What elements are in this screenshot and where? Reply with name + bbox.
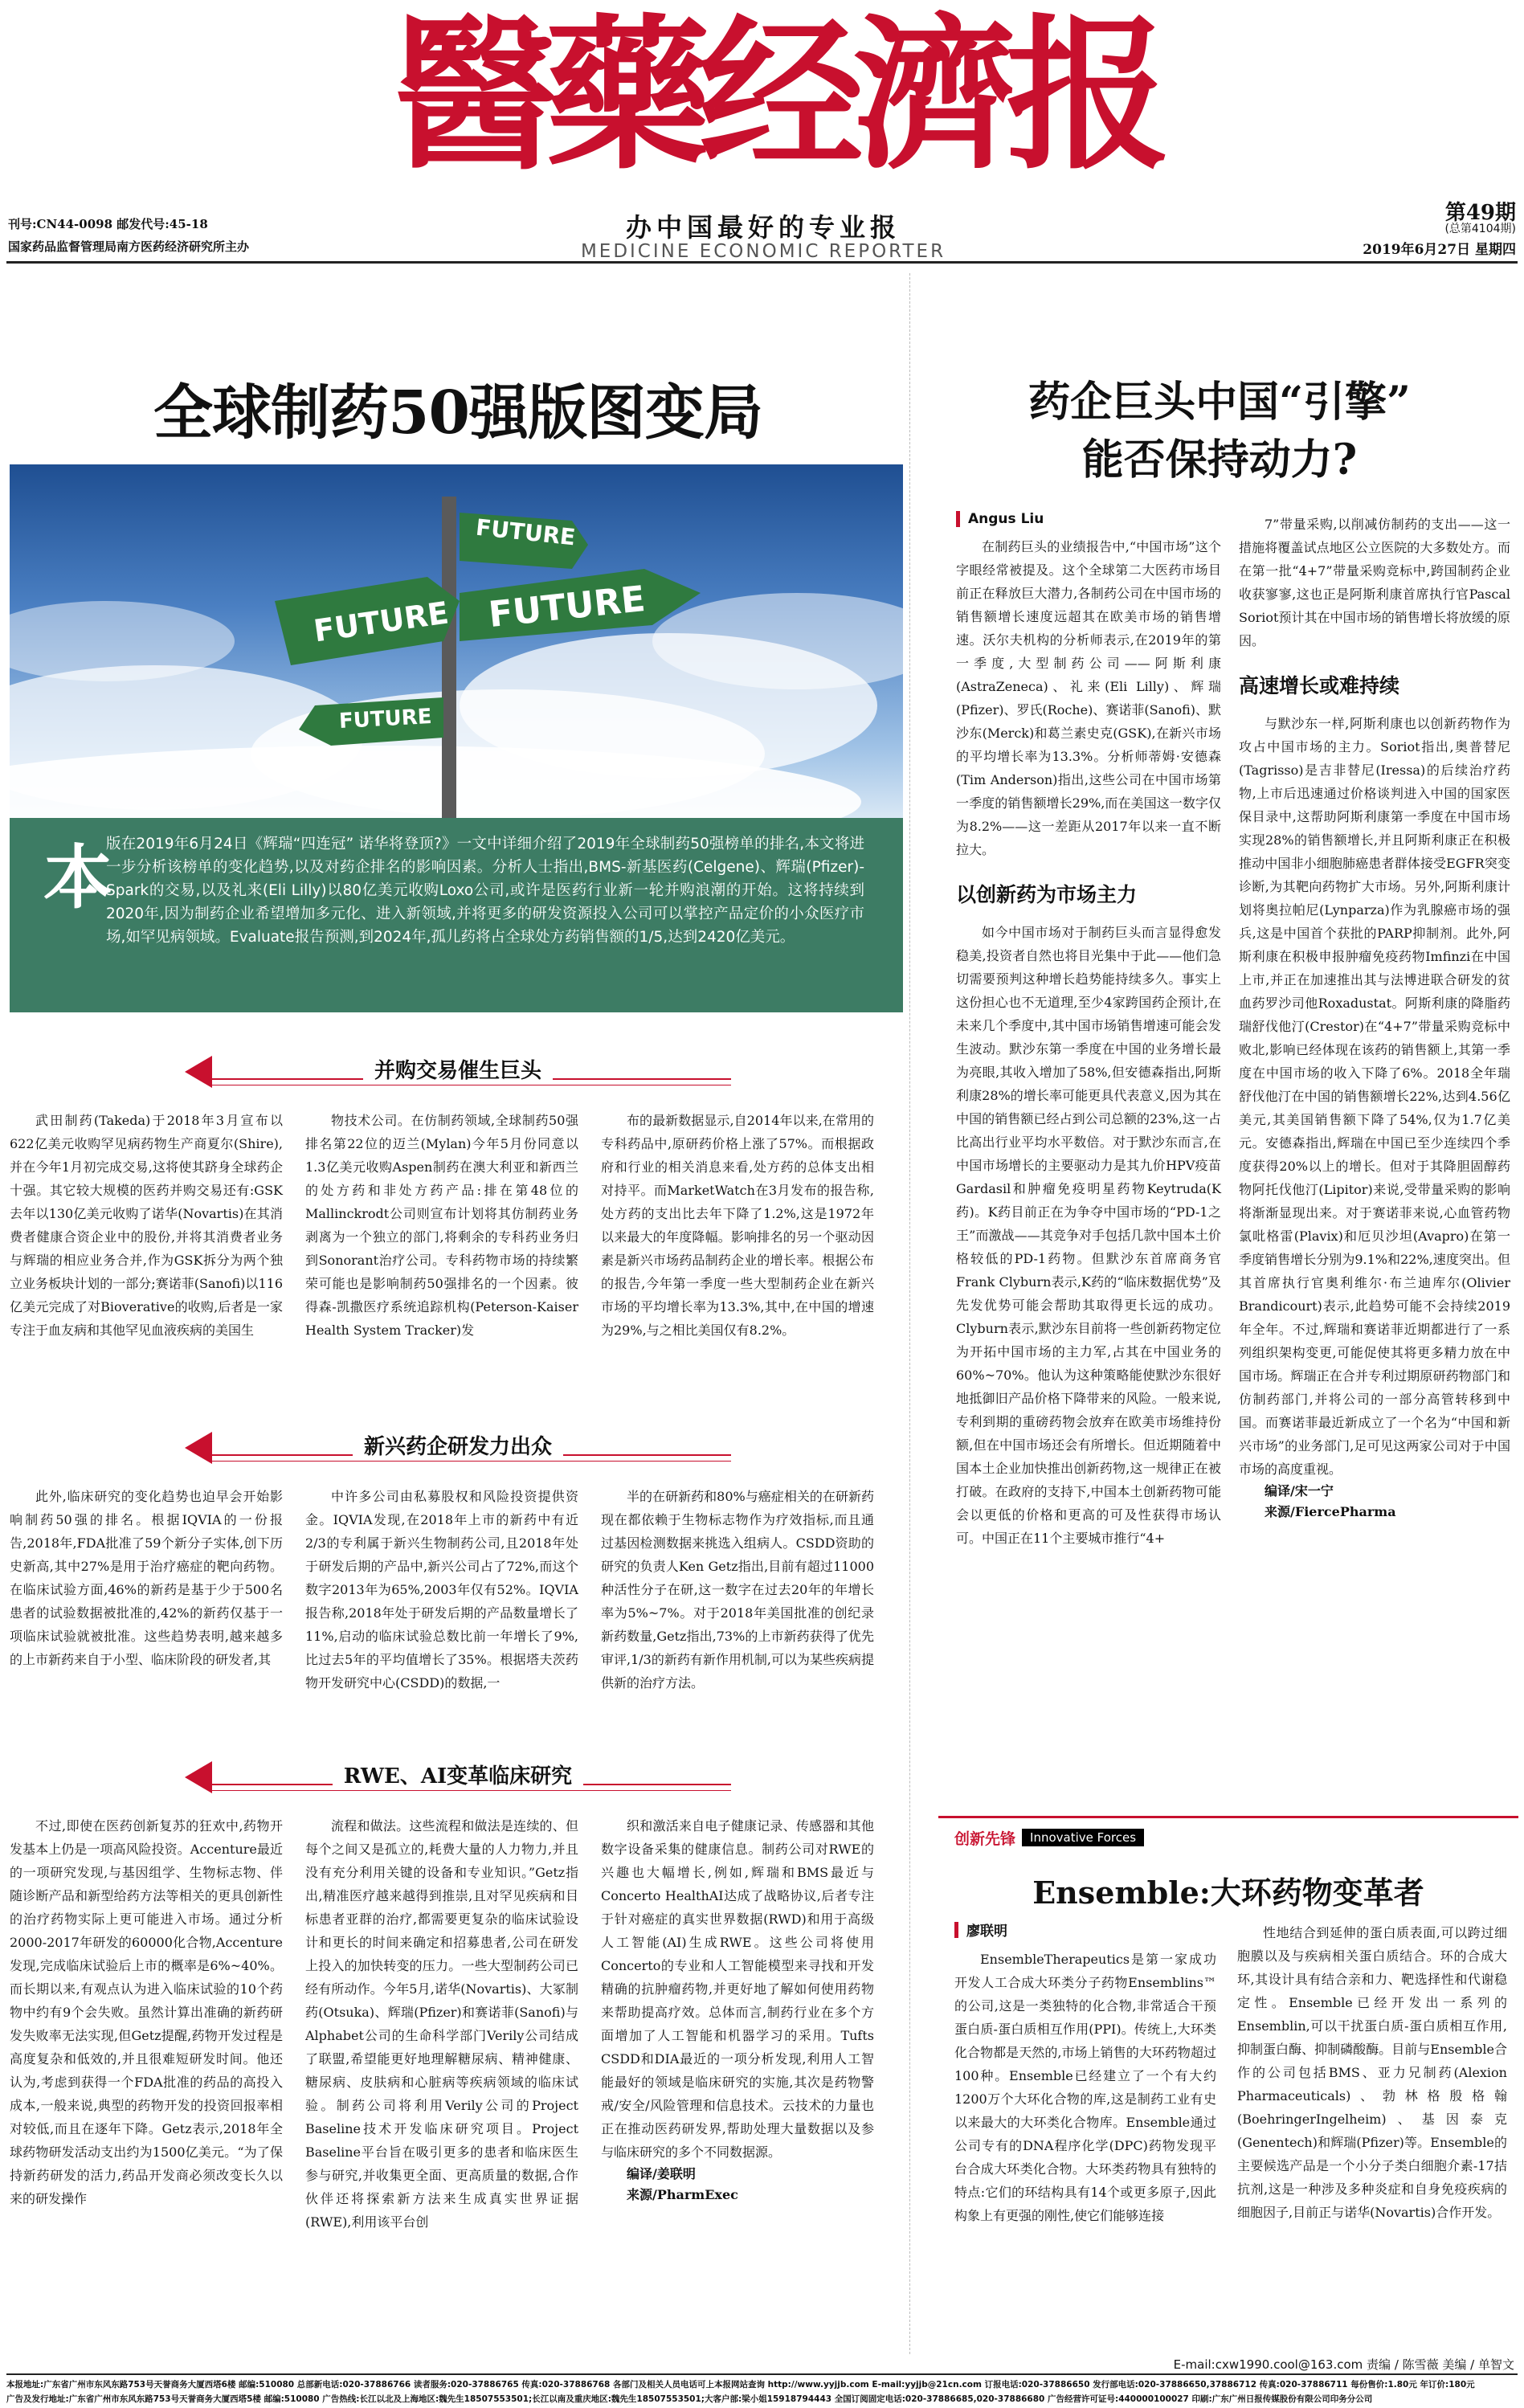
issue-number: 第49期 — [1444, 201, 1516, 225]
right-col2a: 7”带量采购,以削减仿制药的支出——这一措施将覆盖试点地区公立医院的大多数处方。而在第一批“4+7”带量采购竞标中,跨国制药企业收获寥寥,这也正是阿斯利康首席执行官Pascal Soriot预计其在中国市场的销售增长将放缓的原因。 — [1239, 517, 1510, 648]
footer — [0, 2354, 1524, 2408]
sign-label-2: FUTURE — [474, 513, 577, 551]
right-col1 — [956, 511, 1221, 1550]
sec3-col2: 流程和做法。这些流程和做法是连续的、但每个之间又是孤立的,耗费大量的人力物力,并且没有充分利用关键的设备和专业知识。”Getz指出,精准医疗越来越得到推崇,且对罕见疾病和目标患者亚群的治疗,都需要更复杂的临床试验设计和更长的时间来确定和招募患者,公司在研发上投入的加快转变的压力。一些大型制药公司已经有所动作。今年5月,诺华(Novartis)、大冢制药(Otsuka)、辉瑞(Pfizer)和赛诺菲(Sanofi)与Alphabet公司的生命科学部门Verily公司结成了联盟,希望能更好地理解糖尿病、精神健康、糖尿病、皮肤病和心脏病等疾病领域的临床试验。制药公司将利用Verily公司的Project Baseline技术开发临床研究项目。Project Baseline平台旨在吸引更多的患者和临床医生参与研究,并收集更全面、更高质量的数据,合作伙伴还将探索新方法来生成真实世界证据(RWE),利用该平台创 — [305, 1818, 578, 2230]
sign-label-4: FUTURE — [338, 704, 433, 734]
right-col1b: 如今中国市场对于制药巨头而言显得愈发稳美,投资者自然也将目光集中于此——他们急切需要预判这种增长趋势能持续多久。事实上这份担心也不无道理,至少4家跨国药企预计,在未来几个季度中,其中国市场销售增速可能会发生波动。默沙东第一季度在中国的业务增长最为亮眼,其收入增加了58%,但安德森指出,阿斯利康28%的增长率可能更具代表意义,因为其在中国的销售额已经占到公司总额的23%,这一占比高出行业平均水平数倍。对于默沙东而言,在中国市场增长的主要驱动力是其九价HPV疫苗Gardasil和肿瘤免疫明星药物Keytruda(K药)。K药目前正在为争夺中国市场的“PD-1之王”而激战——其竞争对手包括几款中国本土价格较低的PD-1药物。但默沙东首席商务官Frank Clyburn表示,K药的“临床数据优势”及先发优势可能会帮助其取得更长远的成功。Clyburn表示,默沙东目前将一些创新药物定位为开拓中国市场的主力军,占其在中国业务的60%~70%。他认为这种策略能使默沙东很好地抵御旧产品价格下降带来的风险。一般来说,专利到期的重磅药物会放弃在欧美市场维持份额,但在中国市场还会有所增长。但近期随着中国本土企业加快推出创新药物,这一规律正在被打破。在政府的支持下,中国本土创新药物可能会以更低的价格和更高的可及性获得市场认可。中国正在11个主要城市推行“4+ — [956, 925, 1221, 1546]
sec1-col3: 布的最新数据显示,自2014年以来,在常用的专科药品中,原研药价格上涨了57%。而根据政府和行业的相关消息来看,处方药的总体支出相对持平。而MarketWatch在3月发布的报告称,处方药的支出比去年下降了1.2%,这是1972年以来最大的年度降幅。影响排名的另一个驱动因素是新兴市场药品制药企业的增长率。根据公布的报告,今年第一季度一些大型制药企业在新兴市场的平均增长率为13.3%,其中,在中国的增速为29%,与之相比美国仅有8.2%。 — [601, 1113, 874, 1338]
footer-address-1: 本报地址:广东省广州市东风东路753号天誉商务大厦西塔6楼 邮编:510080 总部新电话:020-37886766 读者服务:020-37886765 传真:020-37886768 各部门及相关人员电话可上本报网站查询 http://www.yyjjb.com E-mail:yyjjb@21cn.com 订报电话:020-37886650 发行部电话:020-37886650,37886712 传真:020-37886711 每份售价:1.80元 年订价:180元 — [6, 2380, 1475, 2390]
hero-illustration — [10, 464, 903, 818]
issue-total: (总第4104期) — [1444, 223, 1516, 235]
left-editor: 编译/姜联明 — [627, 2166, 696, 2181]
sec1-col2: 物技术公司。在仿制药领域,全球制药50强排名第22位的迈兰(Mylan)今年5月份同意以1.3亿美元收购Aspen制药在澳大利亚和新西兰的处方药和非处方药产品:排在第48位的Mallinckrodt公司则宣布计划将其仿制药业务剥离为一个独立的部门,将剩余的专科药业务归到Sonorant治疗公司。专科药物市场的持续繁荣可能也是影响制药50强排名的一个因素。彼得森-凯撒医疗系统追踪机构(Peterson-Kaiser Health System Tracker)发 — [305, 1113, 578, 1338]
right-col1a: 在制药巨头的业绩报告中,“中国市场”这个字眼经常被提及。这个全球第二大医药市场目前正在释放巨大潜力,各制药公司在中国市场的销售额增长速度远超其在欧美市场的销售增速。沃尔夫机构的分析师表示,在2019年的第一季度,大型制药公司——阿斯利康(AstraZeneca)、礼来(Eli Lilly)、辉瑞(Pfizer)、罗氏(Roche)、赛诺菲(Sanofi)、默沙东(Merck)和葛兰素史克(GSK),在新兴市场的平均增长率为13.3%。分析师蒂姆·安德森(Tim Anderson)指出,这些公司在中国市场第一季度的销售额增长29%,而在美国这一数字仅为8.2%——这一差距从2017年以来一直不断拉大。 — [956, 539, 1221, 857]
left-headline: 全球制药50强版图变局 — [153, 378, 762, 448]
sec3-col1: 不过,即使在医药创新复苏的狂欢中,药物开发基本上仍是一项高风险投资。Accenture最近的一项研究发现,与基因组学、生物标志物、伴随诊断产品和新型给药方法等相关的更具创新性的治疗药物实际上更可能进入市场。通过分析2000-2017年研发的60000化合物,Accenture发现,完成临床试验后上市的概率是6%~40%。而长期以来,有观点认为进入临床试验的10个药物中约有9个会失败。虽然计算出准确的新药研发失败率无法实现,但Getz提醒,药物开发过程是高度复杂和低效的,并且很难短研发时间。他还认为,考虑到获得一个FDA批准的药品的高投入成本,一般来说,典型的药物开发的投资回报率相对较低,而且在逐年下降。Getz表示,2018年全球药物研发活动支出约为1500亿美元。“为了保持新药研发的活力,药品开发商必须改变长久以来的研发操作 — [10, 1818, 283, 2206]
innovation-box — [938, 1816, 1518, 2346]
sec3-col3-wrap — [601, 1814, 874, 2206]
masthead-title: 醫藥经濟报 — [392, 0, 1159, 192]
footer-address-2: 广告及发行地址:广东省广州市东风东路753号天誉商务大厦西塔5楼 邮编:510080 广告热线:长江以北及上海地区:魏先生18507553501;长江以南及重庆地区:魏先生18507553501;大客户部:梁小姐15918794443 全国订阅固定电话:020-37886685,020-37886680 广告经营许可证号:440000100027 印刷:广东广州日报传媒股份有限公司印务分公司 — [6, 2394, 1373, 2404]
section-title-mergers: 并购交易催生巨头 — [363, 1059, 553, 1083]
innovation-text-1: EnsembleTherapeutics是第一家成功开发人工合成大环类分子药物Ensemblins™的公司,这是一类独特的化合物,非常适合干预蛋白质-蛋白质相互作用(PPI)。传统上,大环类化合物都是天然的,市场上销售的大环药物超过100种。Ensemble已经建立了一个有大约1200万个大环化合物的库,这是制药工业有史以来最大的大环类化合物库。Ensemble通过公司专有的DNA程序化学(DPC)药物发现平台合成大环类化合物。大环类药物具有独特的特点:它们的环结构具有14个或更多原子,因此构象上有更强的刚性,使它们能够连接 — [954, 1952, 1216, 2223]
sec2-col1: 此外,临床研究的变化趋势也迫早会开始影响制药50强的排名。根据IQVIA的一份报告,2018年,FDA批准了59个新分子实体,创下历史新高,其中27%是用于治疗癌症的靶向药物。在临床试验方面,46%的新药是基于少于500名患者的试验数据被批准的,42%的新药仅基于一项临床试验就被批准。这些趋势表明,越来越多的上市新药来自于小型、临床阶段的研发者,其 — [10, 1489, 283, 1667]
right-subhead-1: 以创新药为市场主力 — [956, 883, 1138, 906]
section-title-emerging: 新兴药企研发力出众 — [353, 1435, 563, 1459]
innovation-author: 廖联明 — [966, 1924, 1007, 1940]
right-source: 来源/FiercePharma — [1265, 1504, 1396, 1519]
lead-text: 版在2019年6月24日《辉瑞“四连冠” 诺华将登顶?》一文中详细介绍了2019年全球制药50强榜单的排名,本文将进一步分析该榜单的变化趋势,以及对药企排名的影响因素。分析人士指出,BMS-新基医药(Celgene)、辉瑞(Pfizer)-Spark的交易,以及礼来(Eli Lilly)以80亿美元收购Loxo公司,或许是医药行业新一轮并购浪潮的开始。这将持续到2020年,因为制药企业希望增加多元化、进入新领域,并将更多的研发资源投入公司可以掌控产品定价的小众医疗市场,如罕见病领域。Evaluate报告预测,到2024年,孤儿药将占全球处方药销售额的1/5,达到2420亿美元。 — [106, 836, 864, 946]
sign-label-3: FUTURE — [486, 578, 648, 636]
masthead — [0, 0, 1524, 273]
sponsor: 国家药品监督管理局南方医药经济研究所主办 — [8, 239, 250, 254]
right-headline-2: 能否保持动力? — [1081, 435, 1358, 484]
section-head-emerging — [185, 1427, 731, 1469]
lead-dropcap: 本 — [43, 837, 112, 918]
right-col2b: 与默沙东一样,阿斯利康也以创新药物作为攻占中国市场的主力。Soriot指出,奥普替尼(Tagrisso)是吉非替尼(Iressa)的后续治疗药物,上市后迅速通过价格谈判进入中国的国家医保目录中,这帮助阿斯利康第一季度在中国市场实现28%的销售额增长,并且阿斯利康正在积极推动中国非小细胞肺癌患者群体接受EGFR突变诊断,为其靶向药物扩大市场。另外,阿斯利康计划将奥拉帕尼(Lynparza)作为乳腺癌市场的强兵,这是中国首个获批的PARP抑制剂。此外,阿斯利康在积极申报肿瘤免疫药物Imfinzi在中国上市,并正在加速推出其与法博进联合研发的贫血药罗沙司他Roxadustat。阿斯利康的降脂药瑞舒伐他汀(Crestor)在“4+7”带量采购竞标中败北,影响已经体现在该药的销售额上,其第一季度在中国市场的收入下降了6%。2018全年瑞舒伐他汀在中国的销售额增长22%,达到4.56亿美元,其美国销售额下降了54%,仅为1.7亿美元。安德森指出,辉瑞在中国已至少连续四个季度获得20%以上的增长。但对于其降胆固醇药物阿托伐他汀(Lipitor)来说,受带量采购的影响将渐渐显现出来。对于赛诺菲来说,心血管药物氯吡格雷(Plavix)和厄贝沙坦(Avapro)在第一季度销售增长分别为9.1%和22%,速度突出。但其首席执行官奥利维尔·布兰迪库尔(Olivier Brandicourt)表示,此趋势可能不会持续2019年全年。不过,辉瑞和赛诺菲近期都进行了一系列组织架构变更,可能促使其将更多精力放在中国市场。辉瑞正在合并专利过期原研药物部门和仿制药部门,并将公司的一部分高管转移到中国。而赛诺菲最近新成立了一个名为“中国和新兴市场”的业务部门,足可见这两家公司对于中国市场的高度重视。 — [1239, 716, 1510, 1477]
innovation-headline: Ensemble:大环药物变革者 — [1032, 1874, 1424, 1911]
masthead-english-title: MEDICINE ECONOMIC REPORTER — [580, 241, 946, 262]
innovation-tag-cn: 创新先锋 — [954, 1830, 1016, 1848]
left-source: 来源/PharmExec — [627, 2187, 738, 2202]
innovation-tag — [954, 1826, 1144, 1849]
publish-code: 刊号:CN44-0098 邮发代号:45-18 — [8, 217, 208, 231]
right-author: Angus Liu — [968, 511, 1044, 527]
sec2-col3: 半的在研新药和80%与癌症相关的在研新药现在都依赖于生物标志物作为疗效指标,而且通过基因检测数据来挑选入组病人。CSDD资助的研究的负责人Ken Getz指出,目前有超过11000种活性分子在研,这一数字在过去20年的年增长率为5%~7%。对于2018年美国批准的创纪录新药数量,Getz指出,73%的上市新药获得了优先审评,1/3的新药有新作用机制,可以为某些疾病提供新的治疗方法。 — [601, 1489, 874, 1691]
section-title-rwe-ai: RWE、AI变革临床研究 — [333, 1764, 583, 1789]
innovation-text-2: 性地结合到延伸的蛋白质表面,可以跨过细胞膜以及与疾病相关蛋白质结合。环的合成大环,其设计具有结合亲和力、靶选择性和代谢稳定性。Ensemble已经开发出一系列的Ensemblin,可以干扰蛋白质-蛋白质相互作用,抑制蛋白酶、抑制磷酸酶。目前与Ensemble合作的公司包括BMS、亚力兄制药(Alexion Pharmaceuticals)、勃林格殷格翰(BoehringerIngelheim)、基因泰克(Genentech)和辉瑞(Pfizer)等。Ensemble的主要候选产品是一个小分子类白细胞介素-17拮抗剂,这是一种涉及多种炎症和自身免疫疾病的细胞因子,目前正与诺华(Novartis)合作开发。 — [1237, 1925, 1507, 2220]
section-head-rwe-ai — [185, 1756, 731, 1798]
lead-box — [10, 818, 903, 1012]
sec3-col3: 织和激活来自电子健康记录、传感器和其他数字设备采集的健康信息。制药公司对RWE的兴趣也大幅增长,例如,辉瑞和BMS最近与Concerto HealthAI达成了战略协议,后者专注于针对癌症的真实世界数据(RWD)和用于高级人工智能(AI)生成RWE。这些公司将使用Concerto的专业和人工智能模型来寻找和开发精确的抗肿瘤药物,并更好地了解如何使用药物来帮助提高疗效。总体而言,制药行业在多个方面增加了人工智能和机器学习的采用。Tufts CSDD和DIA最近的一项分析发现,利用人工智能最好的领域是临床研究的实施,其次是药物警戒/安全/风险管理和信息技术。云技术的力量也正在推动医药研发界,帮助处理大量数据以及参与临床研究的多个不同数据源。 — [601, 1818, 874, 2160]
innovation-tag-en: Innovative Forces — [1022, 1829, 1144, 1846]
innovation-col1 — [954, 1919, 1216, 2227]
issue-date: 2019年6月27日 星期四 — [1363, 242, 1516, 258]
right-editor: 编译/宋一宁 — [1265, 1483, 1334, 1498]
masthead-rule — [6, 261, 1518, 264]
hero-image — [10, 464, 903, 818]
sign-label-1: FUTURE — [311, 595, 451, 649]
sec2-col2: 中许多公司由私募股权和风险投资提供资金。IQVIA发现,在2018年上市的新药中有近2/3的专利属于新兴生物制药公司,且2018年处于研发后期的产品中,新兴公司占了72%,而这个数字2013年为65%,2003年仅有52%。IQVIA报告称,2018年处于研发后期的产品数量增长了11%,启动的临床试验总数比前一年增长了9%,比过去5年的平均值增长了35%。根据塔夫茨药物开发研究中心(CSDD)的数据,一 — [305, 1489, 578, 1691]
masthead-slogan: 办中国最好的专业报 — [625, 212, 901, 243]
right-headline-1: 药企巨头中国“引擎” — [1028, 378, 1411, 427]
right-col2 — [1239, 513, 1510, 1523]
sec1-col1: 武田制药(Takeda)于2018年3月宣布以622亿美元收购罕见病药物生产商夏尔(Shire),并在今年1月初完成交易,这将使其跻身全球药企十强。其它较大规模的医药并购交易还有:GSK去年以130亿美元收购了诺华(Novartis)在其消费者健康合资企业中的股份,并将其消费者业务与辉瑞的相应业务合并,作为GSK拆分为两个独立业务板块计划的一部分;赛诺菲(Sanofi)以116亿美元完成了对Bioverative的收购,后者是一家专注于血友病和其他罕见血液疾病的美国生 — [10, 1113, 283, 1338]
right-subhead-2: 高速增长或难持续 — [1239, 674, 1400, 697]
section-head-mergers — [185, 1051, 731, 1093]
footer-email: E-mail:cxw1990.cool@163.com 责编 / 陈雪薇 美编 / 单智文 — [1173, 2357, 1514, 2372]
column-divider — [909, 273, 910, 2354]
